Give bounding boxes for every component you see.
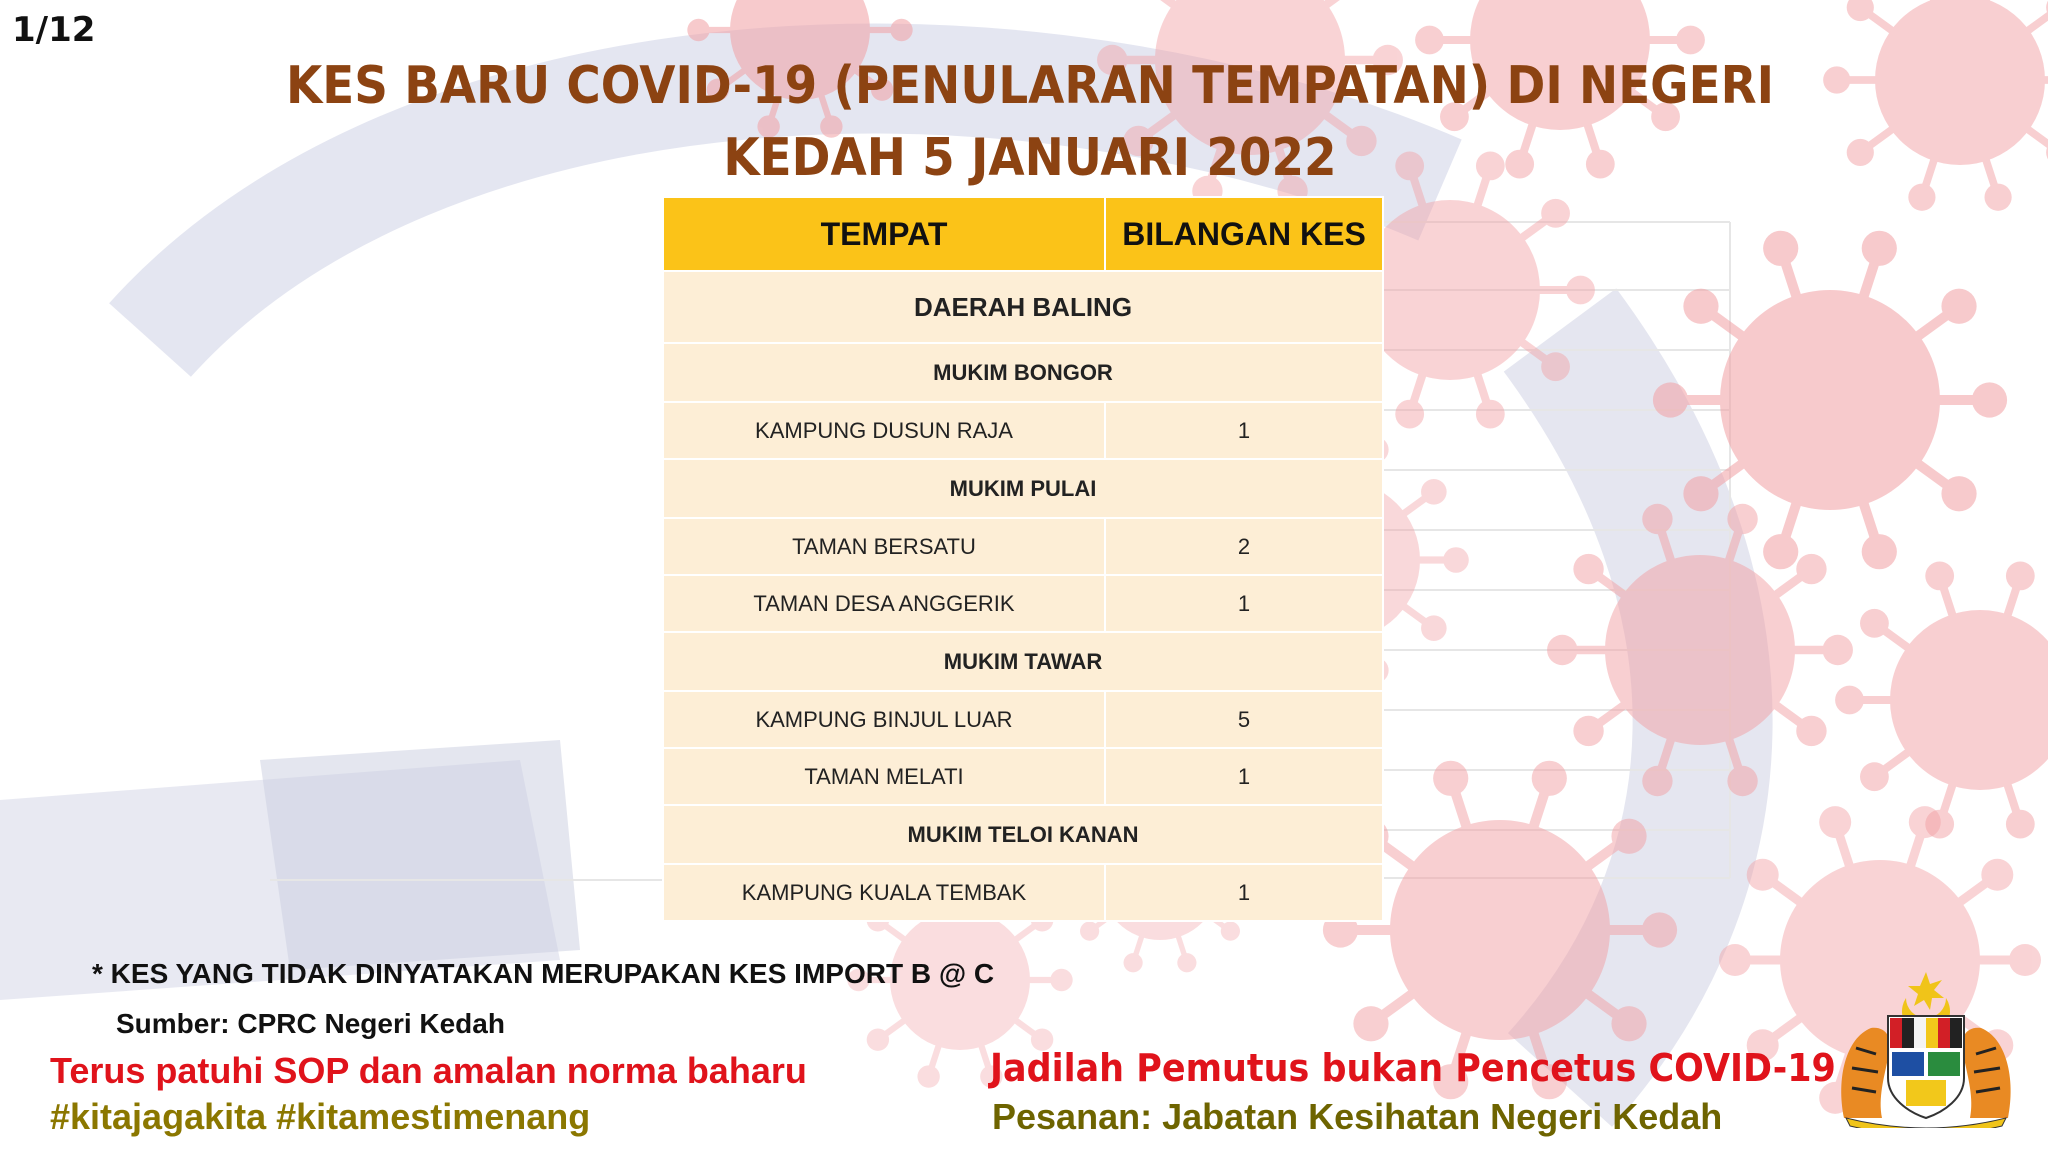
title-line-2: KEDAH 5 JANUARI 2022: [723, 128, 1337, 188]
coronavirus-icon: [1823, 0, 2048, 211]
group-label: MUKIM PULAI: [663, 459, 1383, 518]
case-count-cell: 1: [1105, 864, 1383, 921]
group-row: [663, 805, 1383, 864]
district-row: [663, 271, 1383, 343]
place-cell: TAMAN DESA ANGGERIK: [663, 575, 1105, 632]
table-row: [663, 748, 1383, 805]
hashtags: #kitajagakita #kitamestimenang: [50, 1096, 591, 1137]
coronavirus-icon: [1835, 561, 2048, 838]
table-row: [663, 864, 1383, 921]
column-header-place: TEMPAT: [663, 197, 1105, 271]
table-row: [663, 575, 1383, 632]
title-line-1: KES BARU COVID-19 (PENULARAN TEMPATAN) DI NEGERI: [285, 56, 1775, 116]
place-cell: KAMPUNG BINJUL LUAR: [663, 691, 1105, 748]
group-label: MUKIM TAWAR: [663, 632, 1383, 691]
group-row: [663, 459, 1383, 518]
table-row: [663, 691, 1383, 748]
case-count-cell: 1: [1105, 748, 1383, 805]
slogan: Jadilah Pemutus bukan Pencetus COVID-19: [990, 1046, 1836, 1090]
case-count-cell: 5: [1105, 691, 1383, 748]
cases-table: [662, 196, 1384, 922]
malaysia-coat-of-arms-icon: [1826, 968, 2026, 1128]
group-row: [663, 343, 1383, 402]
table-row: [663, 518, 1383, 575]
sop-message: Terus patuhi SOP dan amalan norma baharu: [50, 1050, 807, 1091]
group-label: MUKIM BONGOR: [663, 343, 1383, 402]
place-cell: KAMPUNG DUSUN RAJA: [663, 402, 1105, 459]
district-label: DAERAH BALING: [663, 271, 1383, 343]
table-row: [663, 402, 1383, 459]
page-counter: 1/12: [12, 10, 96, 50]
case-count-cell: 1: [1105, 575, 1383, 632]
place-cell: TAMAN BERSATU: [663, 518, 1105, 575]
footnote: * KES YANG TIDAK DINYATAKAN MERUPAKAN KES IMPORT B @ C: [92, 958, 995, 989]
case-count-cell: 1: [1105, 402, 1383, 459]
place-cell: TAMAN MELATI: [663, 748, 1105, 805]
table-header-row: [663, 197, 1383, 271]
page-title: [265, 50, 1795, 194]
case-count-cell: 2: [1105, 518, 1383, 575]
source-credit: Sumber: CPRC Negeri Kedah: [116, 1008, 505, 1039]
group-row: [663, 632, 1383, 691]
group-label: MUKIM TELOI KANAN: [663, 805, 1383, 864]
column-header-cases: BILANGAN KES: [1105, 197, 1383, 271]
message-from: Pesanan: Jabatan Kesihatan Negeri Kedah: [992, 1096, 1723, 1137]
place-cell: KAMPUNG KUALA TEMBAK: [663, 864, 1105, 921]
